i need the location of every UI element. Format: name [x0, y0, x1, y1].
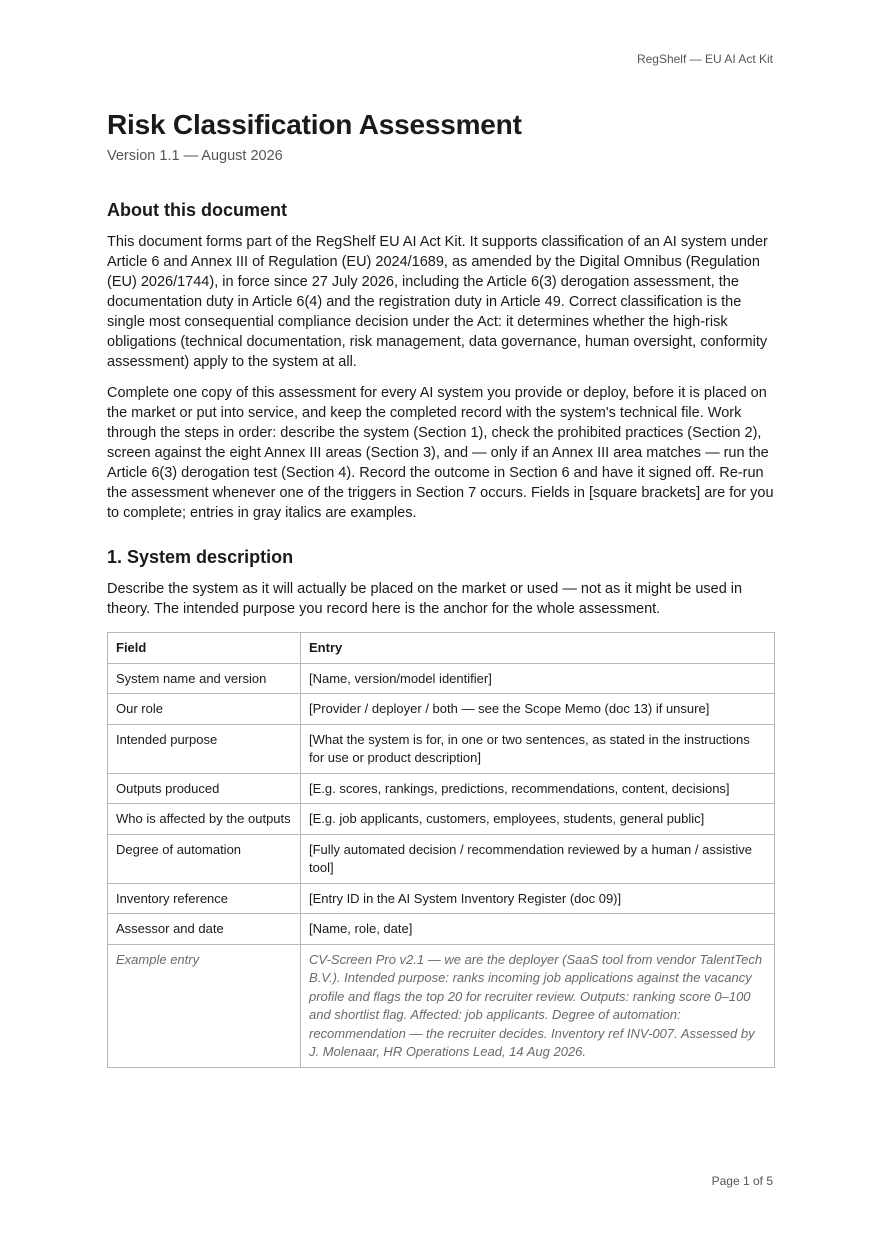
table-row: [108, 914, 775, 945]
table-row: [108, 694, 775, 725]
field-cell: Assessor and date: [108, 914, 301, 945]
table-row: [108, 724, 775, 773]
page-content: [107, 108, 774, 1068]
field-cell: Outputs produced: [108, 773, 301, 804]
field-cell: Degree of automation: [108, 834, 301, 883]
field-cell: Who is affected by the outputs: [108, 804, 301, 835]
running-header: RegShelf — EU AI Act Kit: [636, 52, 773, 66]
example-field-cell: Example entry: [108, 944, 301, 1067]
entry-cell: [E.g. job applicants, customers, employees, students, general public]: [301, 804, 775, 835]
about-heading: About this document: [107, 200, 287, 220]
entry-cell: [Fully automated decision / recommendation reviewed by a human / assistive tool]: [301, 834, 775, 883]
field-cell: Our role: [108, 694, 301, 725]
example-entry-cell: CV-Screen Pro v2.1 — we are the deployer (SaaS tool from vendor TalentTech B.V.). Intended purpose: ranks incoming job applications against the vacancy profile and flags the top 20 for recruiter review. Outputs: ranking score 0–100 and shortlist flag. Affected: job applicants. Degree of automation: recommendation — the recruiter decides. Inventory ref INV-007. Assessed by J. Molenaar, HR Operations Lead, 14 Aug 2026.: [301, 944, 775, 1067]
system-description-table: [107, 632, 775, 1068]
field-cell: System name and version: [108, 663, 301, 694]
about-paragraph-2: Complete one copy of this assessment for every AI system you provide or deploy, before it is placed on the market or put into service, and keep the completed record with the system's technical file. Work through the steps in order: describe the system (Section 1), check the prohibited practices (Section 2), screen against the eight Annex III areas (Section 3), and — only if an Annex III area matches — run the Article 6(3) derogation test (Section 4). Record the outcome in Section 6 and have it signed off. Re-run the assessment whenever one of the triggers in Section 7 occurs. Fields in [square brackets] are for you to complete; entries in gray italics are examples.: [107, 385, 774, 521]
table-row: [108, 773, 775, 804]
table-row: [108, 834, 775, 883]
table-header-row: [108, 633, 775, 664]
example-row: [108, 944, 775, 1067]
table-row: [108, 883, 775, 914]
document-title: Risk Classification Assessment: [107, 109, 522, 140]
entry-cell: [E.g. scores, rankings, predictions, recommendations, content, decisions]: [301, 773, 775, 804]
field-cell: Inventory reference: [108, 883, 301, 914]
entry-cell: [Entry ID in the AI System Inventory Register (doc 09)]: [301, 883, 775, 914]
page-number: Page 1 of 5: [711, 1174, 773, 1188]
about-paragraph-1: This document forms part of the RegShelf EU AI Act Kit. It supports classification of an AI system under Article 6 and Annex III of Regulation (EU) 2024/1689, as amended by the Digital Omnibus (Regulation (EU) 2026/1744), in force since 27 July 2026, including the Article 6(3) derogation assessment, the documentation duty in Article 6(4) and the registration duty in Article 49. Correct classification is the single most consequential compliance decision under the Act: it determines whether the high-risk obligations (technical documentation, risk management, data governance, human oversight, conformity assessment) apply to the system at all.: [107, 234, 768, 370]
document-version: Version 1.1 — August 2026: [107, 148, 283, 164]
table-row: [108, 663, 775, 694]
system-description-intro: Describe the system as it will actually be placed on the market or used — not as it might be used in theory. The intended purpose you record here is the anchor for the whole assessment.: [107, 581, 743, 617]
column-header-field: Field: [108, 633, 301, 664]
entry-cell: [Name, version/model identifier]: [301, 663, 775, 694]
entry-cell: [Provider / deployer / both — see the Scope Memo (doc 13) if unsure]: [301, 694, 775, 725]
system-description-heading: 1. System description: [107, 547, 294, 567]
entry-cell: [What the system is for, in one or two sentences, as stated in the instructions for use or product description]: [301, 724, 775, 773]
field-cell: Intended purpose: [108, 724, 301, 773]
column-header-entry: Entry: [301, 633, 775, 664]
entry-cell: [Name, role, date]: [301, 914, 775, 945]
table-row: [108, 804, 775, 835]
